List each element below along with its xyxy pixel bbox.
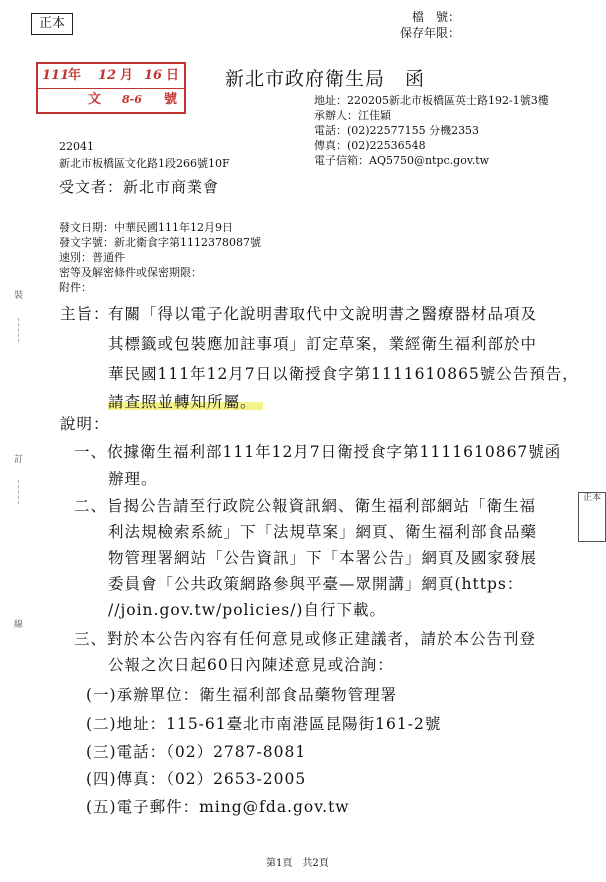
- received-year-suffix: 年: [68, 68, 82, 83]
- explanation-item-2: 二、旨揭公告請至行政院公報資訊網、衛生福利部網站「衛生福: [74, 497, 537, 515]
- speed-class: 速別：普通件: [59, 251, 125, 264]
- received-number-row: [38, 88, 184, 112]
- issue-date: 發文日期：中華民國111年12月9日: [59, 221, 233, 234]
- received-year: 111: [42, 68, 70, 83]
- explanation-item-2-cont: 委員會「公共政策網路參與平臺—眾開講」網頁(https：: [108, 575, 524, 593]
- contact-sub-item: (二)地址：115-61臺北市南港區昆陽街161-2號: [86, 715, 442, 733]
- explanation-label: 說明：: [60, 415, 110, 433]
- copy-type-stamp: 正本: [31, 13, 73, 35]
- received-doc-number: 8-6: [122, 93, 142, 106]
- recipient-line: 受文者：新北市商業會: [59, 178, 220, 196]
- contact-email: 電子信箱：AQ5750@ntpc.gov.tw: [314, 154, 490, 167]
- received-doc-suffix: 號: [164, 92, 178, 107]
- retention-period-label: 保存年限：: [400, 26, 461, 40]
- contact-phone: 電話：(02)22577155 分機2353: [314, 124, 480, 137]
- binding-dash: [18, 318, 20, 342]
- contact-address: 地址：220205新北市板橋區英士路192-1號3樓: [314, 94, 549, 107]
- contact-sub-item: (四)傳真：（02）2653-2005: [86, 770, 307, 788]
- subject-label: 主旨：: [60, 305, 110, 323]
- subject-highlighted-line: 請查照並轉知所屬。: [108, 390, 263, 412]
- side-receipt-stamp: 正本: [578, 492, 606, 542]
- binding-dash: [18, 480, 20, 504]
- subject-line: 其標籤或包裝應加註事項」訂定草案，業經衛生福利部於中: [108, 335, 538, 353]
- contact-sub-item: (一)承辦單位：衛生福利部食品藥物管理署: [86, 686, 398, 704]
- file-number-label: 檔 號：: [412, 10, 461, 24]
- page-number: 第1頁 共2頁: [266, 858, 329, 869]
- explanation-item-2-cont: //join.gov.tw/policies/)自行下載。: [108, 601, 386, 619]
- binding-mark-3: 線: [14, 620, 24, 630]
- attachments: 附件：: [59, 281, 92, 294]
- binding-mark-2: 訂: [14, 455, 24, 465]
- explanation-item-2-cont: 物管理署網站「公告資訊」下「本署公告」網頁及國家發展: [108, 549, 538, 567]
- document-title: 新北市政府衛生局 函: [225, 68, 426, 90]
- explanation-item-1-cont: 辦理。: [108, 470, 158, 488]
- received-month: 12: [98, 68, 117, 83]
- contact-fax: 傳真：(02)22536548: [314, 139, 426, 152]
- issue-number: 發文字號：新北衛食字第1112378087號: [59, 236, 261, 249]
- received-day-suffix: 日: [166, 68, 180, 83]
- binding-mark-1: 裝: [14, 291, 24, 301]
- explanation-item-2-cont: 利法規檢索系統」下「法規草案」網頁、衛生福利部食品藥: [108, 523, 538, 541]
- explanation-item-1: 一、依據衛生福利部111年12月7日衛授食字第1111610867號函: [74, 443, 562, 461]
- recipient-address: 新北市板橋區文化路1段266號10F: [59, 157, 230, 170]
- contact-handler: 承辦人：江佳穎: [314, 109, 391, 122]
- received-month-suffix: 月: [120, 68, 134, 83]
- received-doc-label: 文: [88, 92, 102, 107]
- contact-email-sub-item: (五)電子郵件：ming@fda.gov.tw: [86, 798, 350, 816]
- subject-line: 有關「得以電子化說明書取代中文說明書之醫療器材品項及: [108, 305, 538, 323]
- explanation-item-3: 三、對於本公告內容有任何意見或修正建議者，請於本公告刊登: [74, 630, 537, 648]
- received-day: 16: [144, 68, 163, 83]
- received-date-row: [38, 64, 184, 89]
- subject-line: 華民國111年12月7日以衛授食字第1111610865號公告預告，: [108, 365, 579, 383]
- classification: 密等及解密條件或保密期限：: [59, 266, 202, 279]
- recipient-postal-code: 22041: [59, 140, 94, 153]
- received-stamp: [36, 62, 186, 114]
- contact-sub-item: (三)電話：（02）2787-8081: [86, 743, 307, 761]
- explanation-item-3-cont: 公報之次日起60日內陳述意見或洽詢：: [108, 656, 394, 674]
